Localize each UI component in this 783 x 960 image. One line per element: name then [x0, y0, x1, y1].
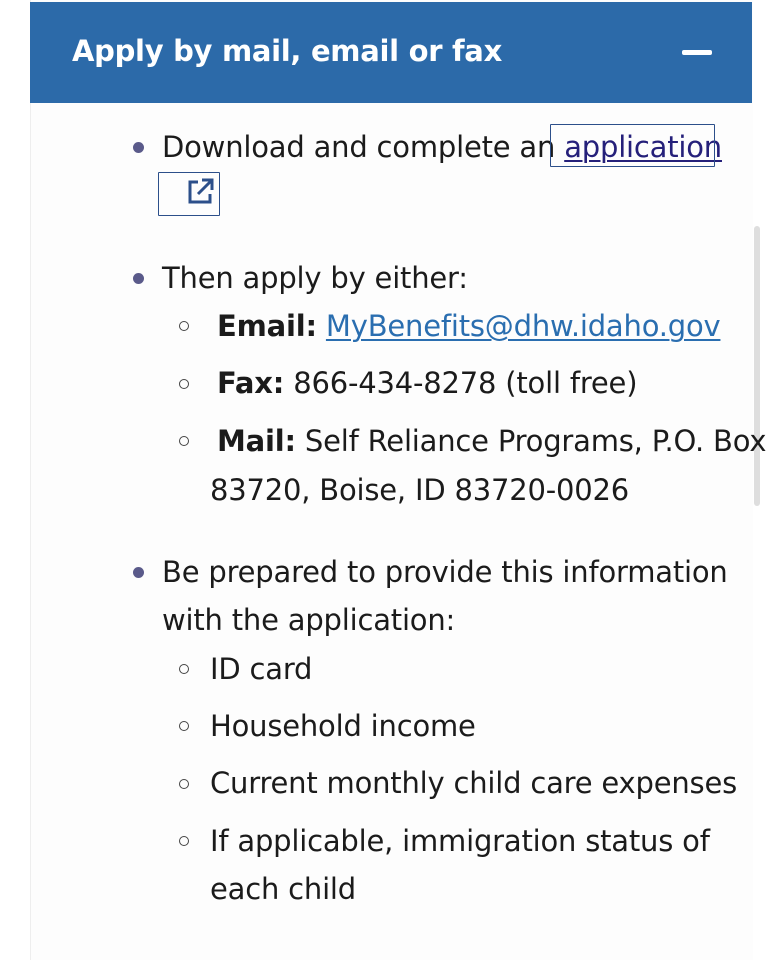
email-item: Email: MyBenefits@dhw.idaho.gov — [217, 309, 721, 343]
sub-bullet-circle — [179, 664, 189, 674]
mail-item: Mail: Self Reliance Programs, P.O. Box — [217, 424, 767, 458]
sub-bullet-circle — [179, 436, 189, 446]
prepare-intro-line2: with the application: — [162, 603, 456, 637]
link-focus-outline — [550, 124, 715, 167]
sub-bullet-circle — [179, 379, 189, 389]
prepare-intro-line1: Be prepared to provide this information — [162, 555, 728, 589]
bullet-dot — [133, 567, 144, 578]
sub-bullet-circle — [179, 836, 189, 846]
apply-intro: Then apply by either: — [162, 261, 468, 295]
list-item: Household income — [210, 709, 476, 743]
list-item: If applicable, immigration status of — [210, 824, 710, 858]
sub-bullet-circle — [179, 779, 189, 789]
accordion-title: Apply by mail, email or fax — [72, 34, 502, 68]
mail-item-line2: 83720, Boise, ID 83720-0026 — [210, 473, 629, 507]
external-link-icon[interactable] — [184, 176, 216, 208]
list-item: Current monthly child care expenses — [210, 766, 738, 800]
bullet-dot — [133, 142, 144, 153]
bullet-dot — [133, 273, 144, 284]
sub-bullet-circle — [179, 721, 189, 731]
email-link[interactable]: MyBenefits@dhw.idaho.gov — [325, 309, 721, 343]
list-item: ID card — [210, 652, 313, 686]
application-link[interactable]: application — [564, 130, 722, 164]
list-item-continuation: each child — [210, 872, 357, 906]
download-text: Download and complete an application — [162, 130, 722, 164]
fax-item: Fax: 866-434-8278 (toll free) — [217, 366, 638, 400]
sub-bullet-circle — [179, 321, 189, 331]
